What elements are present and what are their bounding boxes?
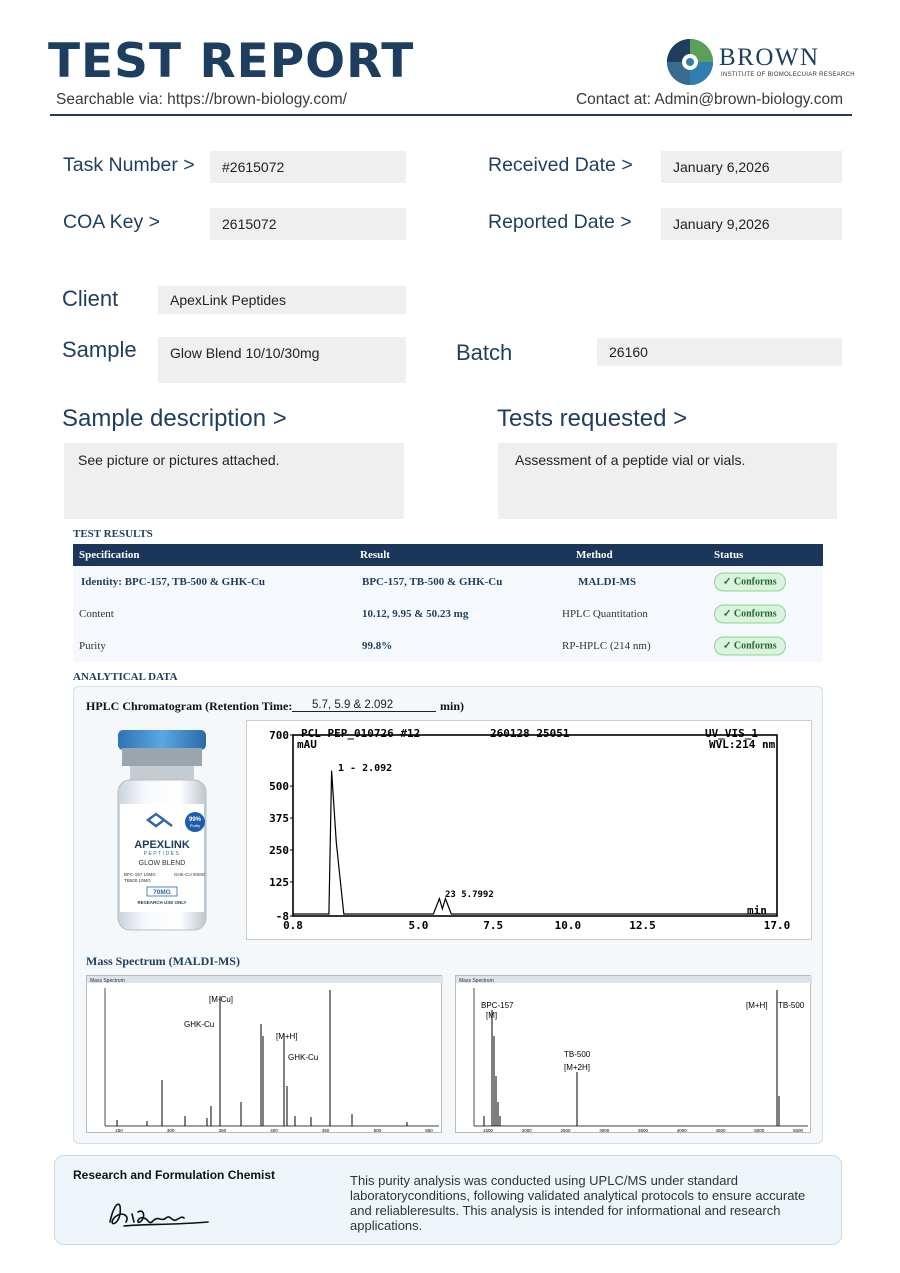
ms-x-tick-label: 550 <box>425 1128 433 1133</box>
peak23-label: 23 5.7992 <box>445 890 494 900</box>
ms2-annot-bpc: BPC-157 <box>481 1001 514 1010</box>
vial-brand: APEXLINK <box>134 839 190 851</box>
ms1-annot-mh: [M+H] <box>276 1032 298 1041</box>
ms-x-tick-label: 2500 <box>560 1128 571 1133</box>
mass-spectrum-label: Mass Spectrum (MALDI-MS) <box>86 954 240 968</box>
batch-value: 26160 <box>597 338 842 366</box>
vial-line1: BPC-157 10MG <box>124 872 156 877</box>
vial-purity-word: Purity <box>189 823 201 828</box>
y-tick-label: 500 <box>269 780 289 794</box>
chrom-header-mid: 260128 25051 <box>490 727 570 740</box>
ms2-annot-m: [M] <box>486 1011 498 1020</box>
ms1-annot-left: GHK-Cu <box>184 1020 215 1029</box>
reported-date-label: Reported Date > <box>488 211 632 233</box>
chrom-xunit: min <box>747 904 767 917</box>
chrom-yunit: mAU <box>297 738 317 751</box>
task-number-label: Task Number > <box>63 154 195 176</box>
sample-description-label: Sample description > <box>62 405 287 432</box>
status-badge: ✓ Conforms <box>714 573 786 592</box>
report-title: TEST REPORT <box>48 34 415 89</box>
row-spec: Purity <box>79 640 106 652</box>
row-result: 99.8% <box>362 640 393 652</box>
ms-x-tick-label: 350 <box>218 1128 227 1133</box>
vial-line3: GHK-CU 50MG <box>174 872 206 877</box>
vial-image <box>100 726 230 936</box>
ms1-annot-mcu: [M-Cu] <box>209 995 233 1004</box>
sample-value: Glow Blend 10/10/30mg <box>158 337 406 383</box>
status-badge: ✓ Conforms <box>714 605 786 624</box>
analytical-data-title: ANALYTICAL DATA <box>73 671 178 683</box>
hplc-chromatogram <box>246 720 812 940</box>
tests-requested-value: Assessment of a peptide vial or vials. <box>498 443 837 519</box>
table-row <box>73 598 823 630</box>
batch-label: Batch <box>456 340 513 365</box>
x-tick-label: 10.0 <box>554 919 582 932</box>
table-header <box>73 544 823 566</box>
header-divider <box>50 114 852 116</box>
row-result: BPC-157, TB-500 & GHK-Cu <box>362 576 503 588</box>
row-method: HPLC Quantitation <box>562 608 648 620</box>
y-tick-label: 250 <box>269 844 289 858</box>
chrom-header-right: UV_VIS_1 <box>705 727 758 740</box>
ms1-top-label: Mass Spectrum <box>90 978 125 984</box>
ms2-annot-mh: [M+H] <box>746 1001 768 1010</box>
client-value: ApexLink Peptides <box>158 286 406 314</box>
sample-label: Sample <box>62 337 137 362</box>
ms2-top-label: Mass Spectrum <box>459 978 494 984</box>
row-method: MALDI-MS <box>578 576 637 588</box>
brown-logo-icon <box>666 38 714 86</box>
ms-x-tick-label: 5000 <box>754 1128 765 1133</box>
ms2-annot-m2h: [M+2H] <box>564 1063 591 1072</box>
ms-x-tick-label: 2000 <box>521 1128 532 1133</box>
row-spec: Identity: BPC-157, TB-500 & GHK-Cu <box>81 576 266 588</box>
row-spec: Content <box>79 608 114 620</box>
ms1-annot-right: GHK-Cu <box>288 1053 319 1062</box>
footer-disclaimer: This purity analysis was conducted using UPLC/MS under standard laboratoryconditions, following validated analytical protocols to ensure accurate and reliableresults. This analysis is intended for informational and research applications. <box>350 1173 806 1233</box>
header-status: Status <box>714 549 744 561</box>
y-tick-label: 375 <box>269 812 289 826</box>
ms-x-tick-label: 500 <box>373 1128 382 1133</box>
ms2-annot-tb2: TB-500 <box>778 1001 805 1010</box>
hplc-label: HPLC Chromatogram (Retention Time: <box>86 699 293 713</box>
row-result: 10.12, 9.95 & 50.23 mg <box>362 608 469 620</box>
coa-key-label: COA Key > <box>63 211 161 233</box>
x-tick-label: 17.0 <box>763 919 791 932</box>
received-date-value: January 6,2026 <box>661 151 842 183</box>
y-tick-label: 700 <box>269 729 289 742</box>
searchable-url[interactable]: Searchable via: https://brown-biology.com/ <box>56 91 347 108</box>
header-result: Result <box>360 549 390 561</box>
signature-image <box>104 1192 214 1232</box>
reported-date-value: January 9,2026 <box>661 208 842 240</box>
ms-x-tick-label: 4500 <box>715 1128 726 1133</box>
vial-brand-sub: PEPTIDES <box>143 851 181 857</box>
x-tick-label: 7.5 <box>483 919 504 932</box>
hplc-retention-value: 5.7, 5.9 & 2.092 <box>292 699 436 712</box>
vial-dose: 70MG <box>153 889 171 896</box>
header-specification: Specification <box>79 549 140 561</box>
ms-x-tick-label: 250 <box>115 1128 123 1133</box>
mass-spectrum-bpc-tb <box>455 975 811 1133</box>
y-tick-label: -8 <box>275 910 289 923</box>
row-method: RP-HPLC (214 nm) <box>562 640 651 652</box>
chrom-wvl: WVL:214 nm <box>709 738 776 751</box>
chemist-title: Research and Formulation Chemist <box>73 1168 276 1182</box>
logo-subtitle: INSTITUTE OF BIOMOLECUIAR RESEARCH <box>721 72 855 78</box>
status-badge: ✓ Conforms <box>714 637 786 656</box>
ms-x-tick-label: 450 <box>321 1128 330 1133</box>
test-results-title: TEST RESULTS <box>73 528 153 540</box>
chrom-header-left: PCL PEP_010726 #12 <box>301 727 421 740</box>
contact-email[interactable]: Contact at: Admin@brown-biology.com <box>575 91 843 108</box>
ms-x-tick-label: 1500 <box>482 1128 494 1133</box>
task-number-value: #2615072 <box>210 151 406 183</box>
x-tick-label: 0.8 <box>283 919 303 932</box>
mass-spectrum-ghk <box>86 975 442 1133</box>
table-row <box>73 566 823 598</box>
tests-requested-label: Tests requested > <box>497 405 688 432</box>
x-tick-label: 12.5 <box>629 919 656 932</box>
logo-name: BROWN <box>719 44 820 71</box>
ms-x-tick-label: 400 <box>270 1128 278 1133</box>
vial-line2: TB500 10MG <box>124 878 151 883</box>
ms-x-tick-label: 4000 <box>676 1128 687 1133</box>
ms-x-tick-label: 300 <box>166 1128 175 1133</box>
test-results-table <box>73 544 823 662</box>
chromatogram-svg <box>247 721 813 941</box>
hplc-unit: min) <box>440 699 464 713</box>
ms-x-tick-label: 3500 <box>637 1128 649 1133</box>
vial-ruo: RESEARCH USE ONLY <box>137 900 187 905</box>
vial-purity: 99% <box>188 817 202 823</box>
coa-key-value: 2615072 <box>210 208 406 240</box>
sample-description-value: See picture or pictures attached. <box>64 443 404 519</box>
ms2-annot-tb: TB-500 <box>564 1050 591 1059</box>
y-tick-label: 125 <box>269 875 289 889</box>
header-method: Method <box>576 549 613 561</box>
client-label: Client <box>62 286 119 311</box>
x-tick-label: 5.0 <box>408 919 429 932</box>
ms-x-tick-label: 3000 <box>599 1128 610 1133</box>
vial-product: GLOW BLEND <box>138 860 186 867</box>
table-row <box>73 630 823 662</box>
peak1-label: 1 - 2.092 <box>338 763 393 774</box>
ms-x-tick-label: 5500 <box>792 1128 804 1133</box>
received-date-label: Received Date > <box>488 154 633 176</box>
